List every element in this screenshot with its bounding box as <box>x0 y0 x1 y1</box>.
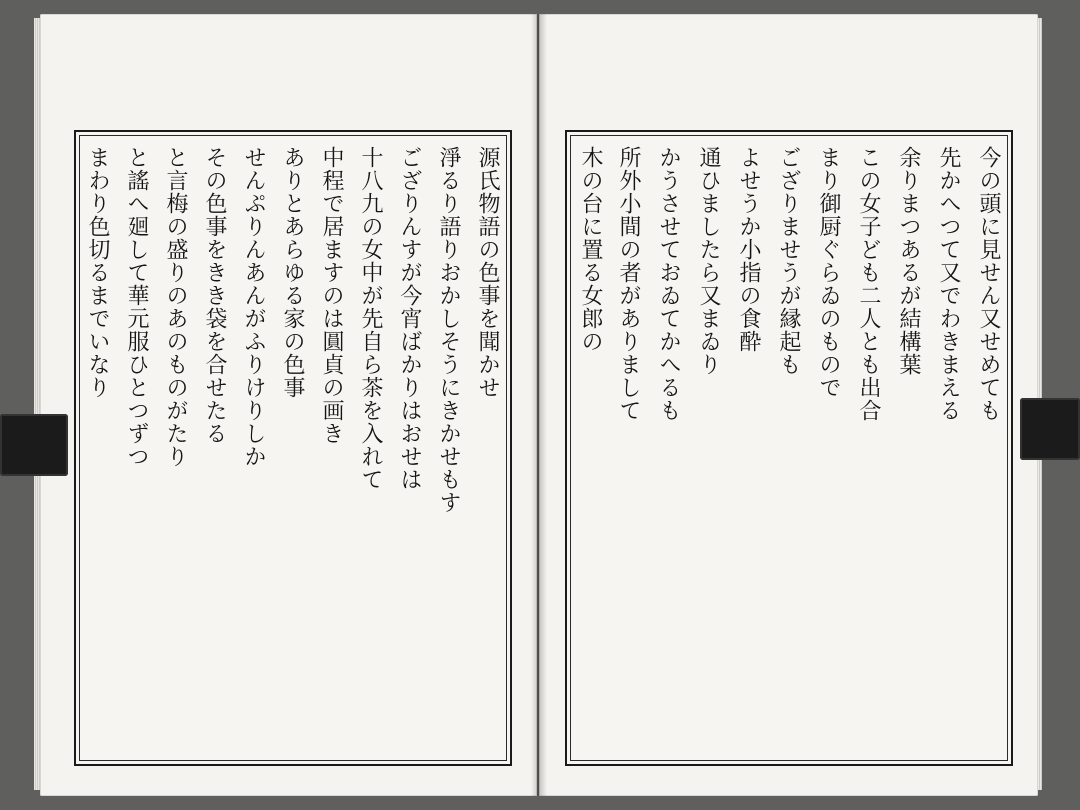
right-column-6: ござりませうが縁起も <box>776 146 801 376</box>
open-book <box>40 14 1038 796</box>
right-page-clip <box>1020 398 1080 460</box>
right-column-3: 余りまつあるが結構葉 <box>896 146 921 376</box>
right-column-7: よせうか小指の食酔 <box>736 146 761 353</box>
left-column-11: まわり色切るまでいなり <box>85 146 110 399</box>
book-gutter <box>531 14 547 796</box>
left-column-3: ござりんすが今宵ばかりはおせは <box>397 146 422 491</box>
right-column-10: 所外小間の者がありまして <box>616 146 641 422</box>
left-page <box>40 14 537 796</box>
left-column-9: と言梅の盛りのあのものがたり <box>163 146 188 468</box>
right-column-1: 今の頭に見せん又せめても <box>976 146 1001 422</box>
right-text-frame <box>565 130 1013 766</box>
left-page-clip <box>0 414 68 476</box>
right-column-9: かうさせておゐてかへるも <box>656 146 681 422</box>
left-column-7: せんぷりんあんがふりけりしか <box>241 146 266 468</box>
left-column-4: 十八九の女中が先自ら茶を入れて <box>358 146 383 491</box>
right-column-2: 先かへつて又でわきまえる <box>936 146 961 422</box>
left-column-5: 中程で居ますのは圓貞の画き <box>319 146 344 445</box>
left-text-frame <box>74 130 512 766</box>
right-page <box>539 14 1038 796</box>
left-column-1: 源氏物語の色事を聞かせ <box>475 146 500 399</box>
left-column-2: 淨るり語りおかしそうにきかせもす <box>436 146 461 514</box>
right-column-5: まり御厨ぐらゐのもので <box>816 146 841 399</box>
right-column-4: この女子ども二人とも出合 <box>856 146 881 422</box>
right-column-8: 通ひましたら又まゐり <box>696 146 721 376</box>
left-column-6: ありとあらゆる家の色事 <box>280 146 305 399</box>
right-column-11: 木の台に置る女郎の <box>578 146 603 353</box>
left-column-8: その色事をきき袋を合せたる <box>202 146 227 445</box>
left-column-10: と謠へ廻して華元服ひとつずつ <box>124 146 149 468</box>
